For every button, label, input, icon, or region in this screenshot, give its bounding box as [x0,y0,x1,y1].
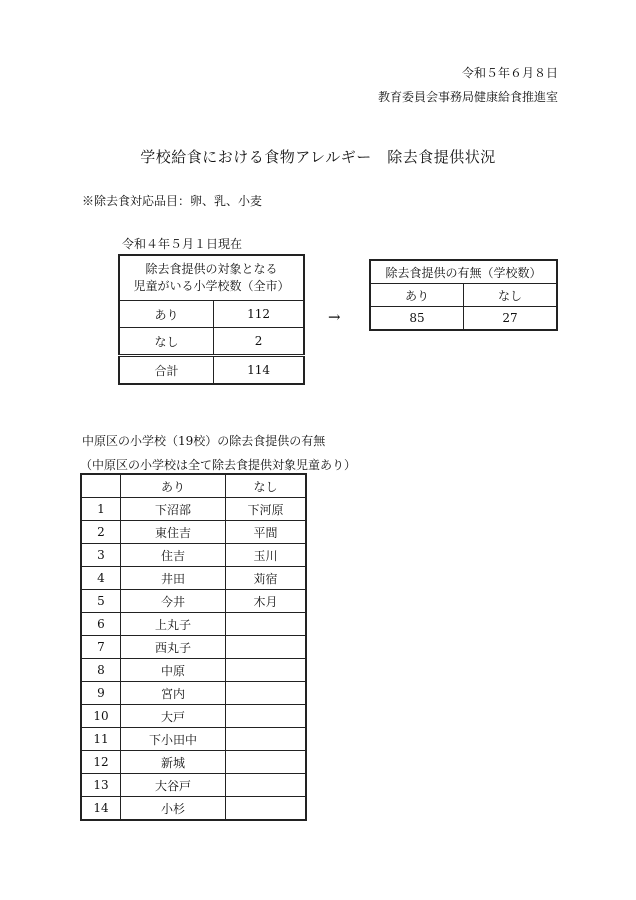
school-nashi: 玉川 [226,544,306,567]
row-number: 3 [81,544,121,567]
school-nashi: 木月 [226,590,306,613]
school-ari: 下沼部 [121,498,226,521]
row-number: 9 [81,682,121,705]
table-row [81,774,306,797]
table-row [81,567,306,590]
target-schools-header [119,255,304,301]
school-nashi [226,636,306,659]
table-row [81,498,306,521]
header-row [81,474,306,498]
school-nashi [226,797,306,821]
table-row [81,636,306,659]
total-label: 合計 [119,356,214,385]
school-nashi [226,751,306,774]
col-header-ari: あり [121,474,226,498]
school-ari: 井田 [121,567,226,590]
row-value: 112 [214,301,304,328]
total-row [119,356,304,385]
school-ari: 住吉 [121,544,226,567]
school-ari: 新城 [121,751,226,774]
right-arrow-icon: → [328,308,341,326]
row-number: 13 [81,774,121,797]
table-row [81,797,306,821]
table-row [81,682,306,705]
row-value: 2 [214,328,304,356]
provision-header: 除去食提供の有無（学校数） [370,260,557,284]
table-row [119,328,304,356]
school-ari: 下小田中 [121,728,226,751]
row-label: なし [119,328,214,356]
provision-value-nashi: 27 [463,307,557,331]
table-row [81,751,306,774]
school-ari: 今井 [121,590,226,613]
row-number: 10 [81,705,121,728]
document-title: 学校給食における食物アレルギー 除去食提供状況 [140,148,496,166]
school-ari: 上丸子 [121,613,226,636]
school-ari: 大谷戸 [121,774,226,797]
school-ari: 東住吉 [121,521,226,544]
school-nashi [226,659,306,682]
row-number: 4 [81,567,121,590]
provision-col-ari: あり [370,284,463,307]
allergen-note: ※除去食対応品目：卵、乳、小麦 [82,194,263,208]
total-value: 114 [214,356,304,385]
target-schools-header-line2: 児童がいる小学校数（全市） [133,279,290,293]
row-number: 5 [81,590,121,613]
table-row [81,590,306,613]
row-label: あり [119,301,214,328]
row-number: 12 [81,751,121,774]
row-number: 1 [81,498,121,521]
target-schools-header-line1: 除去食提供の対象となる [145,262,278,276]
school-ari: 大戸 [121,705,226,728]
table-row [81,659,306,682]
table-row [81,705,306,728]
school-nashi [226,728,306,751]
table-row [81,613,306,636]
target-schools-table [118,254,305,385]
school-ari: 西丸子 [121,636,226,659]
school-nashi: 苅宿 [226,567,306,590]
school-nashi: 下河原 [226,498,306,521]
issuing-office: 教育委員会事務局健康給食推進室 [377,90,558,104]
row-number: 7 [81,636,121,659]
row-number: 14 [81,797,121,821]
row-number: 11 [81,728,121,751]
school-nashi [226,705,306,728]
school-ari: 小杉 [121,797,226,821]
school-nashi [226,774,306,797]
row-number: 2 [81,521,121,544]
table-row [81,521,306,544]
row-number: 6 [81,613,121,636]
provision-value-ari: 85 [370,307,463,331]
document-date: 令和５年６月８日 [461,66,558,80]
as-of-date: 令和４年５月１日現在 [122,237,243,251]
table-row [81,544,306,567]
col-header-number [81,474,121,498]
col-header-nashi: なし [226,474,306,498]
provision-table [369,259,558,331]
school-ari: 宮内 [121,682,226,705]
nakahara-schools-table [80,473,307,821]
nakahara-section-title: 中原区の小学校（19校）の除去食提供の有無 [82,434,326,448]
table-row [119,301,304,328]
school-nashi: 平間 [226,521,306,544]
provision-col-nashi: なし [463,284,557,307]
row-number: 8 [81,659,121,682]
school-nashi [226,682,306,705]
nakahara-section-subtitle: （中原区の小学校は全て除去食提供対象児童あり） [80,458,357,472]
table-row [81,728,306,751]
school-ari: 中原 [121,659,226,682]
school-nashi [226,613,306,636]
